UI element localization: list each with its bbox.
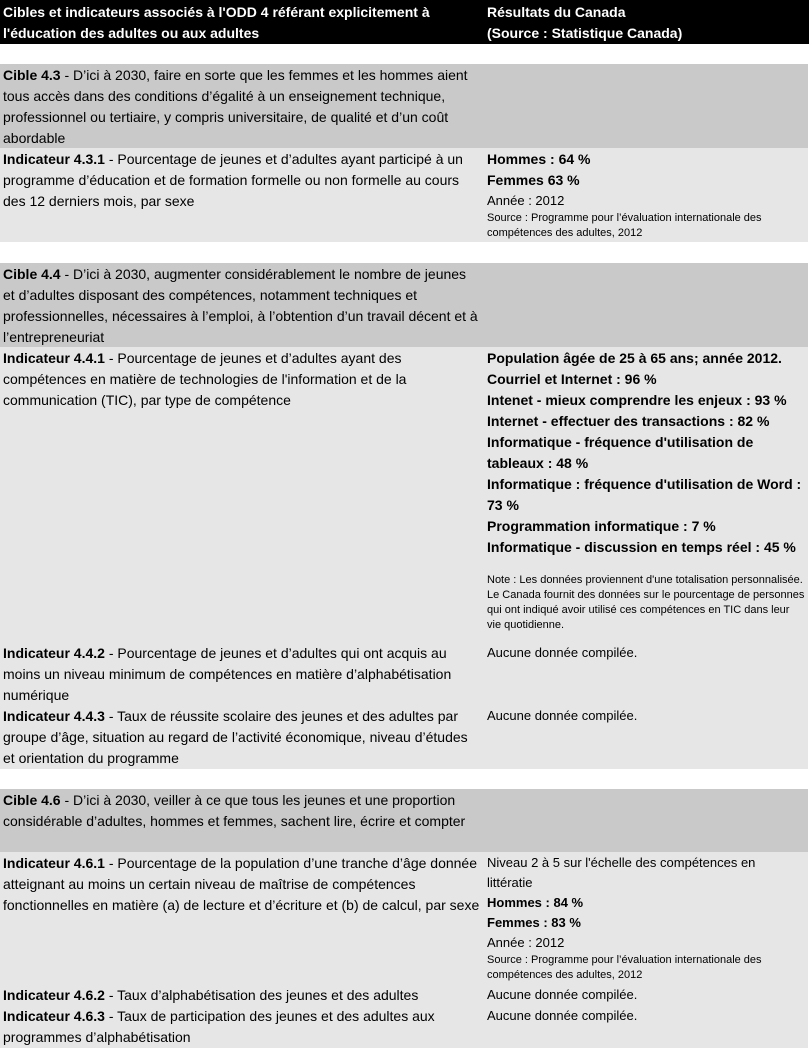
indicator-4-3-1-label: Indicateur 4.3.1 <box>3 151 105 167</box>
target-row-4-4 <box>0 263 808 347</box>
result-men: Hommes : 84 % <box>487 895 584 910</box>
indicator-4-4-3-result: Aucune donnée compilée. <box>487 708 638 723</box>
target-4-6-label: Cible 4.6 <box>3 792 61 808</box>
header-targets-column: Cibles et indicateurs associés à l'ODD 4 référant explicitement à l'éducation des adultes ou aux adultes <box>3 4 430 41</box>
indicator-4-6-1-description: - Pourcentage de la population d’une tranche d’âge donnée atteignant au moins un certain niveau de maîtrise de compétences fonctionnelles en matière (a) de lecture et d’écriture et (b) de calcul, par sexe <box>3 855 480 913</box>
result-level: Niveau 2 à 5 sur l'échelle des compétences en littératie <box>487 855 756 890</box>
indicator-4-4-1-text <box>3 348 481 411</box>
result-internet-transactions: Internet - effectuer des transactions : 82 % <box>487 413 770 429</box>
indicator-4-6-1-label: Indicateur 4.6.1 <box>3 855 105 871</box>
result-internet-issues: Intenet - mieux comprendre les enjeux : 93 % <box>487 392 787 408</box>
result-note: Note : Les données proviennent d'une totalisation personnalisée. Le Canada fournit des données sur le pourcentage de personnes qui ont indiqué avoir utilisé ces compétences en TIC dans leur vie quotidienne. <box>487 574 805 631</box>
result-source: Source : Programme pour l’évaluation internationale des compétences des adultes, 2012 <box>487 954 762 981</box>
indicator-4-6-3-text <box>3 1006 481 1048</box>
target-4-3-description: - D’ici à 2030, faire en sorte que les femmes et les hommes aient tous accès dans des conditions d’égalité à un enseignement technique, professionnel ou tertiaire, y compris universitaire, de qualité et d’un coût abordable <box>3 67 468 146</box>
result-realtime-chat: Informatique - discussion en temps réel : 45 % <box>487 539 796 555</box>
indicator-4-3-1-description: - Pourcentage de jeunes et d’adultes ayant participé à un programme d’éducation et de formation formelle ou non formelle au cours des 12 derniers mois, par sexe <box>3 151 463 209</box>
indicator-4-4-2-description: - Pourcentage de jeunes et d’adultes qui ont acquis au moins un niveau minimum de compétences en matière d’alphabétisation numérique <box>3 645 452 703</box>
indicator-4-6-2-description: - Taux d’alphabétisation des jeunes et des adultes <box>104 987 419 1003</box>
target-row-4-3 <box>0 64 808 148</box>
indicator-4-4-3-description: - Taux de réussite scolaire des jeunes et des adultes par groupe d’âge, situation au regard de l’activité économique, niveau d’études et orientation du programme <box>3 708 468 766</box>
indicator-4-6-3-result: Aucune donnée compilée. <box>487 1008 638 1023</box>
indicator-4-6-2-result: Aucune donnée compilée. <box>487 987 638 1002</box>
indicator-4-6-3-description: - Taux de participation des jeunes et des adultes aux programmes d’alphabétisation <box>3 1008 435 1045</box>
indicator-4-6-3-label: Indicateur 4.6.3 <box>3 1008 105 1024</box>
indicator-rows-4-4 <box>0 347 808 769</box>
target-4-6-text <box>3 790 481 832</box>
indicator-4-4-1-results <box>487 348 805 633</box>
indicator-4-4-2-label: Indicateur 4.4.2 <box>3 645 105 661</box>
indicator-4-3-1-text <box>3 149 481 212</box>
indicator-row-4-3-1 <box>0 148 808 242</box>
indicator-4-6-1-results <box>487 853 802 983</box>
target-row-4-6 <box>0 789 808 852</box>
result-word: Informatique : fréquence d'utilisation de Word : 73 % <box>487 476 802 513</box>
header-results-source: (Source : Statistique Canada) <box>487 25 683 41</box>
target-4-4-description: - D’ici à 2030, augmenter considérablement le nombre de jeunes et d’adultes disposant des compétences, notamment techniques et professionnelles, nécessaires à l’emploi, à l’obtention d’un travail décent et à l’entrepreneuriat <box>3 266 478 345</box>
result-year: Année : 2012 <box>487 193 565 208</box>
indicator-4-6-2-text <box>3 985 481 1006</box>
result-year: Année : 2012 <box>487 935 565 950</box>
target-4-4-label: Cible 4.4 <box>3 266 61 282</box>
header-results-title: Résultats du Canada <box>487 4 626 20</box>
result-men: Hommes : 64 % <box>487 151 591 167</box>
result-spreadsheets: Informatique - fréquence d'utilisation de tableaux : 48 % <box>487 434 754 471</box>
indicator-4-6-2-label: Indicateur 4.6.2 <box>3 987 105 1003</box>
indicator-4-6-1-text <box>3 853 481 916</box>
result-email-internet: Courriel et Internet : 96 % <box>487 371 657 387</box>
indicator-4-4-2-text <box>3 643 481 706</box>
result-programming: Programmation informatique : 7 % <box>487 518 716 534</box>
header-results-column <box>487 2 807 44</box>
indicator-4-4-3-text <box>3 706 481 769</box>
indicator-4-4-1-label: Indicateur 4.4.1 <box>3 350 105 366</box>
indicator-rows-4-6 <box>0 852 808 1048</box>
result-women: Femmes 63 % <box>487 172 580 188</box>
table-header <box>0 0 809 44</box>
indicator-4-4-2-result: Aucune donnée compilée. <box>487 645 638 660</box>
result-women: Femmes : 83 % <box>487 915 581 930</box>
target-4-3-text <box>3 65 481 149</box>
indicator-4-3-1-results <box>487 149 802 241</box>
indicator-4-4-3-label: Indicateur 4.4.3 <box>3 708 105 724</box>
result-population: Population âgée de 25 à 65 ans; année 2012. <box>487 350 782 366</box>
target-4-3-label: Cible 4.3 <box>3 67 61 83</box>
indicator-4-4-1-description: - Pourcentage de jeunes et d’adultes ayant des compétences en matière de technologies de l'information et de la communication (TIC), par type de compétence <box>3 350 407 408</box>
result-source: Source : Programme pour l’évaluation internationale des compétences des adultes, 2012 <box>487 212 762 239</box>
target-4-6-description: - D’ici à 2030, veiller à ce que tous les jeunes et une proportion considérable d’adultes, hommes et femmes, sachent lire, écrire et compter <box>3 792 466 829</box>
target-4-4-text <box>3 264 481 348</box>
